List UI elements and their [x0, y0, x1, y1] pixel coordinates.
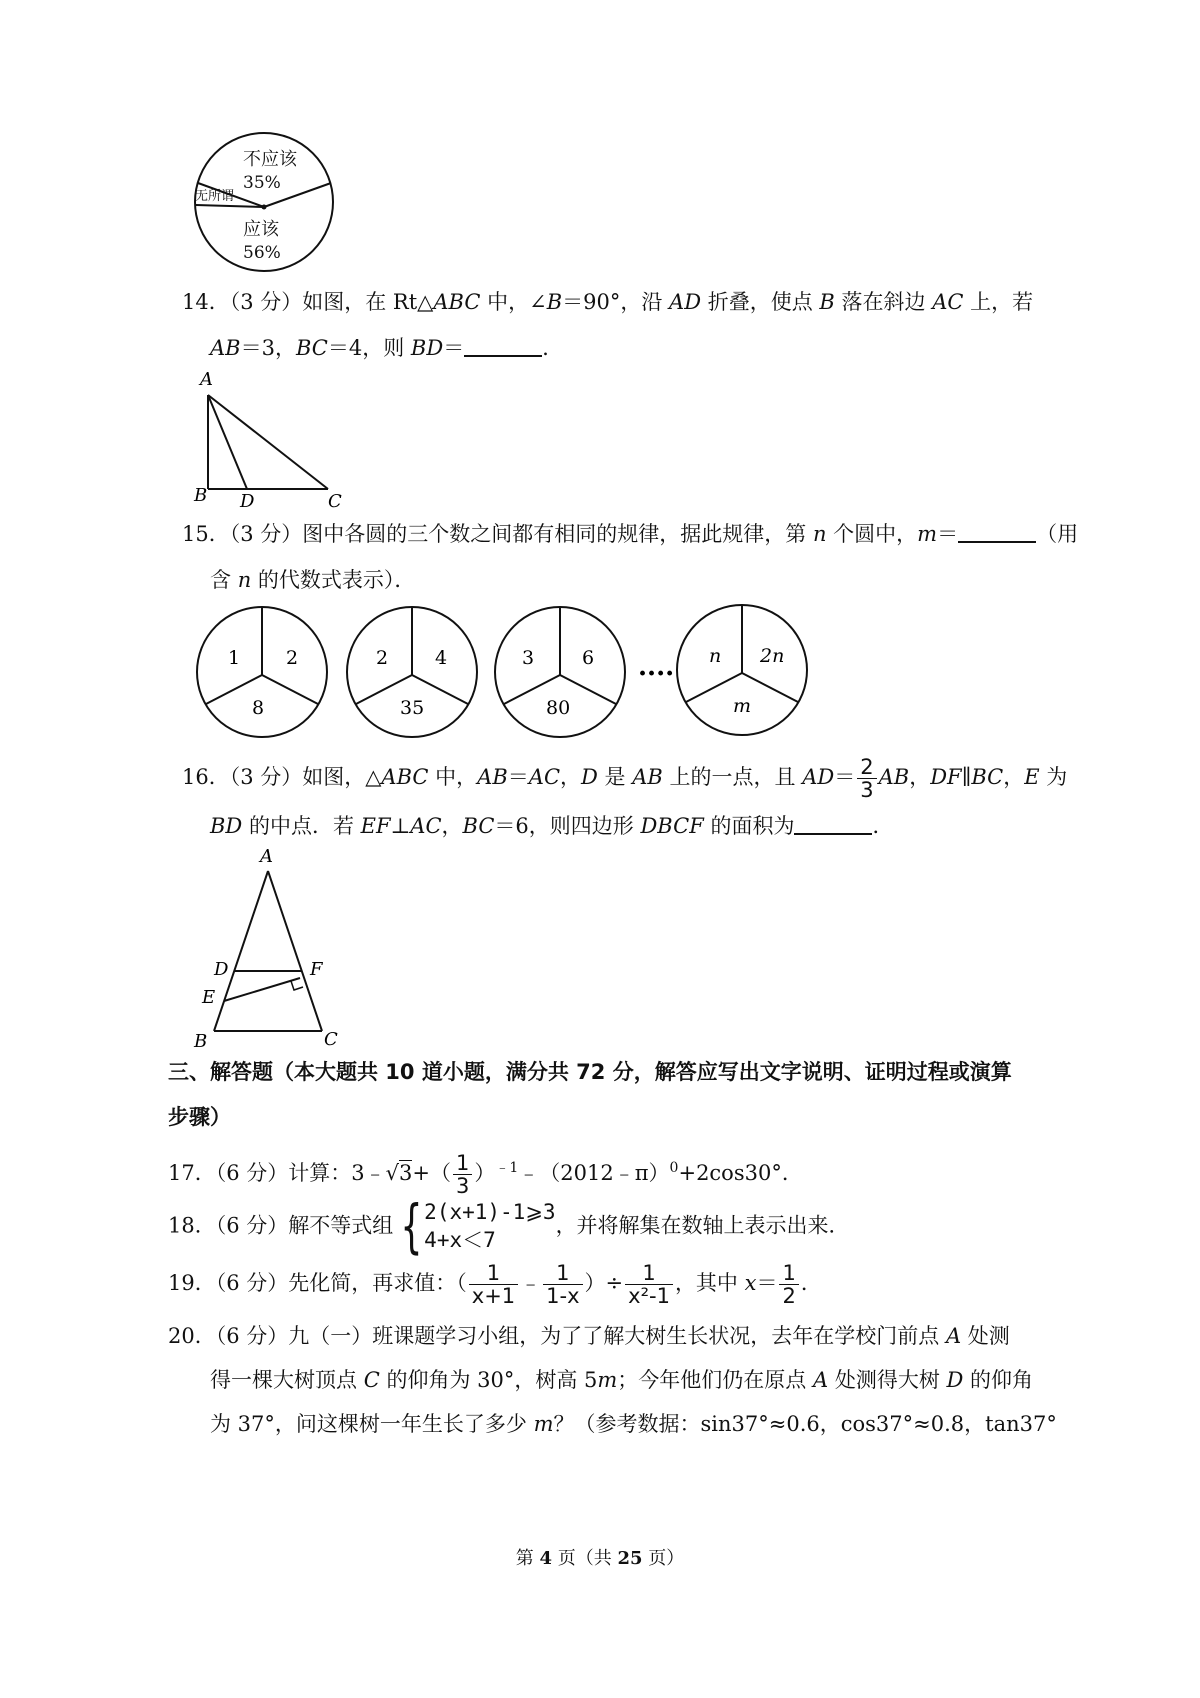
pie-label-buyinggai: 不应该	[243, 149, 297, 170]
fraction-1-over-x2-minus-1: $\frac{1}{\text{x²-1}}$	[625, 1262, 673, 1307]
fig14-label-c: C	[328, 491, 342, 512]
brace-symbol: {	[400, 1191, 423, 1260]
answer-blank-15[interactable]	[958, 521, 1036, 543]
question-16-line2: BD 的中点．若 EF⊥AC，BC＝6，则四边形 DBCF 的面积为 ．	[210, 814, 894, 838]
question-15-line1: 15．（3 分）图中各圆的三个数之间都有相同的规律，据此规律，第 n 个圆中，m＝ （用	[182, 522, 1079, 546]
pie-label-yinggai: 应该	[243, 219, 279, 240]
answer-blank-16[interactable]	[794, 813, 872, 835]
fraction-1-over-1-minus-x: $\frac{1}{1-x}$	[543, 1262, 582, 1307]
fig14-label-a: A	[200, 369, 213, 390]
fig16-label-f: F	[310, 959, 323, 980]
question-14-line1: 14．（3 分）如图，在 Rt△ABC 中，∠B＝90°，沿 AD 折叠，使点 B 落在斜边 AC 上，若	[182, 290, 1034, 314]
question-14-line2: AB＝3，BC＝4，则 BD＝ ．	[210, 336, 564, 360]
circle-3	[495, 607, 625, 737]
inequality-system: 2(x+1)-1⩾3 4+x＜7	[424, 1199, 556, 1252]
fig16-label-e: E	[202, 987, 216, 1008]
sqrt-symbol: √	[385, 1161, 400, 1185]
fig16-label-c: C	[324, 1029, 338, 1050]
pie-chart	[190, 128, 340, 274]
circle-1-b: 2	[286, 647, 299, 669]
circle-2-b: 4	[435, 647, 448, 669]
answer-blank-14[interactable]	[464, 335, 542, 357]
pie-label-wusuowei: 无所谓	[195, 189, 235, 204]
circle-1	[197, 607, 327, 737]
circle-n-a: n	[709, 645, 722, 667]
fraction-1-3: $\frac{1}{3}$	[453, 1152, 472, 1197]
ellipsis-dots: ····	[638, 659, 675, 689]
fig16-label-d: D	[214, 959, 229, 980]
fraction-1-2: $\frac{1}{2}$	[779, 1262, 798, 1307]
circle-2-c: 35	[400, 697, 425, 719]
figure-16-triangle	[190, 845, 360, 1055]
circle-2-a: 2	[376, 647, 389, 669]
question-17: 17．（6 分）计算：3﹣√3+（ $\frac{1}{3}$ ）$^{﹣1}$﹣（2012﹣π）$^0$+2cos30°．	[168, 1151, 803, 1198]
circle-n-c: m	[733, 695, 752, 717]
fig14-label-d: D	[240, 491, 255, 512]
question-16-line1: 16．（3 分）如图，△ABC 中，AB＝AC，D 是 AB 上的一点，且 AD＝ $\frac{2}{3}$ AB，DF∥BC，E 为	[182, 755, 1068, 802]
figure-15-circles	[190, 600, 850, 750]
circle-1-c: 8	[252, 697, 265, 719]
question-18: 18．（6 分）解不等式组 { 2(x+1)-1⩾3 4+x＜7 ，并将解集在数轴上表示出来．	[168, 1191, 850, 1260]
pie-value-yinggai: 56%	[243, 243, 281, 263]
circle-1-a: 1	[228, 647, 241, 669]
section-3-heading-line2: 步骤）	[168, 1105, 231, 1129]
fig16-label-a: A	[260, 846, 273, 867]
circle-n-b: 2n	[760, 645, 785, 667]
question-15-line2: 含 n 的代数式表示）．	[210, 568, 416, 592]
question-19: 19．（6 分）先化简，再求值：（ $\frac{1}{x+1}$ ﹣ $\frac{1}{1-x}$ ）÷ $\frac{1}{\text{x²-1}}$ ，其中 x＝ $\frac{1}{2}$ ．	[168, 1261, 822, 1308]
circle-n	[677, 605, 807, 735]
question-20-line2: 得一棵大树顶点 C 的仰角为 30°，树高 5m；今年他们仍在原点 A 处测得大树 D 的仰角	[210, 1368, 1034, 1392]
fig16-label-b: B	[194, 1031, 208, 1052]
circle-3-a: 3	[522, 647, 535, 669]
page-footer: 第 4 页（共 25 页）	[515, 1548, 685, 1569]
question-20-line1: 20．（6 分）九（一）班课题学习小组，为了了解大树生长状况，去年在学校门前点 A 处测	[168, 1324, 1010, 1348]
circle-2	[347, 607, 477, 737]
pie-value-buyinggai: 35%	[243, 173, 281, 193]
circle-3-c: 80	[546, 697, 571, 719]
circle-3-b: 6	[582, 647, 595, 669]
question-20-line3: 为 37°，问这棵树一年生长了多少 m？（参考数据：sin37°≈0.6，cos37°≈0.8，tan37°	[210, 1412, 1057, 1436]
figure-14-triangle	[190, 365, 350, 513]
fraction-1-over-x-plus-1: $\frac{1}{x+1}$	[469, 1262, 518, 1307]
fraction-2-3: $\frac{2}{3}$	[857, 756, 876, 801]
fig14-label-b: B	[194, 485, 208, 506]
section-3-heading-line1: 三、解答题（本大题共 10 道小题，满分共 72 分，解答应写出文字说明、证明过程或演算	[168, 1060, 1012, 1084]
